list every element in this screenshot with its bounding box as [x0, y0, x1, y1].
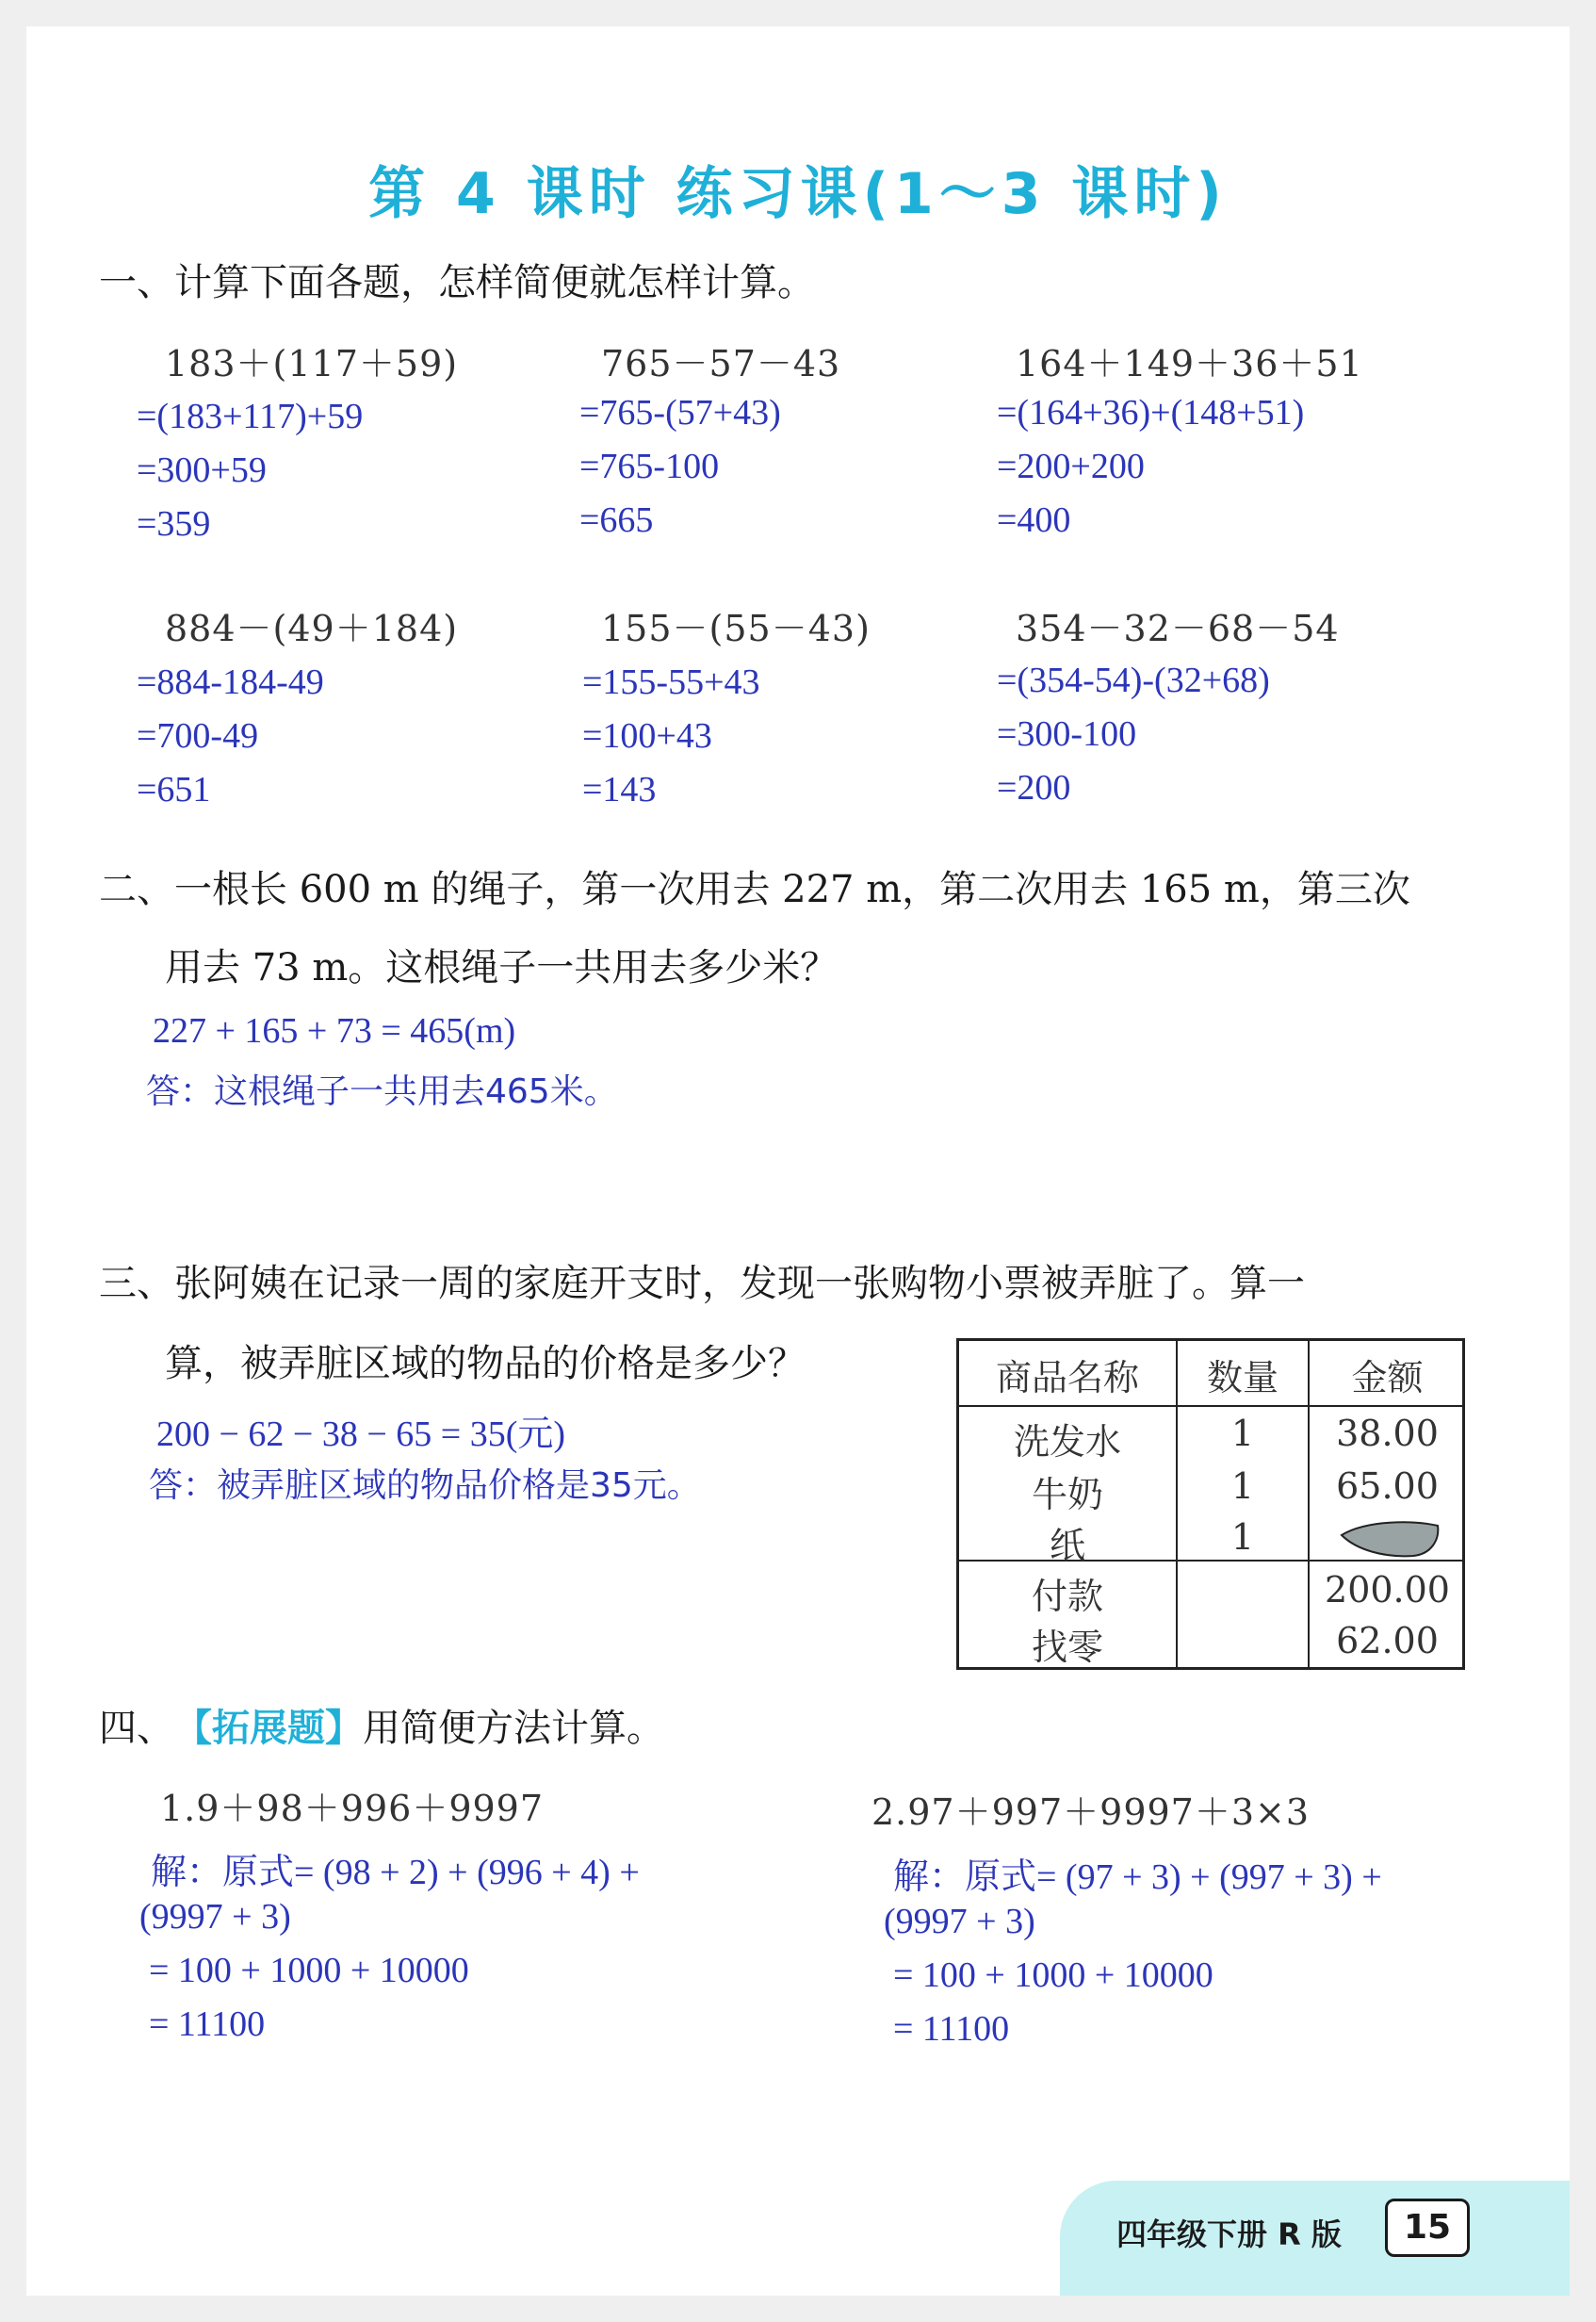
problem-expr: 354－32－68－54 [1016, 608, 1340, 649]
answer-step: =359 [137, 504, 211, 544]
problem-expr: 765－57－43 [601, 343, 841, 384]
section2-answer: 答：这根绳子一共用去465米。 [146, 1072, 618, 1111]
problem-expr: 164＋149＋36＋51 [1016, 343, 1363, 384]
answer-step: =300+59 [137, 450, 267, 490]
receipt-header: 数量 [1206, 1357, 1278, 1398]
receipt-item-name: 洗发水 [1013, 1421, 1121, 1463]
solution-line: (9997 + 3) [884, 1902, 1035, 1941]
answer-step: =200 [997, 768, 1071, 808]
receipt-item-amount: 65.00 [1336, 1465, 1439, 1507]
section2-question-line2: 用去 73 m。这根绳子一共用去多少米？ [165, 946, 839, 989]
page-title: 第 4 课时 练习课(1～3 课时) [368, 161, 1228, 227]
receipt-change-label: 找零 [1031, 1627, 1103, 1668]
answer-step: =665 [579, 500, 654, 540]
answer-step: =(164+36)+(148+51) [997, 393, 1305, 433]
stain-icon [1338, 1518, 1441, 1558]
receipt-pay-amount: 200.00 [1325, 1569, 1450, 1611]
problem-expr: 2.97＋997＋9997＋3×3 [871, 1791, 1311, 1833]
answer-step: =155-55+43 [582, 662, 760, 702]
problem-expr: 155－(55－43) [601, 608, 871, 649]
problem-expr: 183＋(117＋59) [165, 343, 459, 384]
problem-expr: 884－(49＋184) [165, 608, 459, 649]
extension-tag: 【拓展题】 [174, 1707, 363, 1750]
section1-heading: 一、计算下面各题，怎样简便就怎样计算。 [99, 261, 815, 304]
answer-step: =200+200 [997, 447, 1145, 486]
answer-step: =(354-54)-(32+68) [997, 661, 1270, 700]
section3-answer: 答：被弄脏区域的物品价格是35元。 [149, 1466, 701, 1505]
receipt-header: 商品名称 [995, 1357, 1139, 1398]
solution-line: = 100 + 1000 + 10000 [149, 1951, 469, 1990]
receipt-item-qty: 1 [1230, 1413, 1255, 1454]
answer-step: =300-100 [997, 714, 1137, 754]
solution-line: (9997 + 3) [139, 1897, 291, 1937]
section4-heading [99, 1698, 664, 1752]
answer-step: =651 [137, 770, 211, 809]
page-number: 15 [1385, 2199, 1470, 2257]
receipt-divider [959, 1405, 1462, 1407]
answer-step: =765-100 [579, 447, 720, 486]
answer-step: =100+43 [582, 716, 712, 756]
answer-step: =765-(57+43) [579, 393, 781, 433]
receipt-item-qty: 1 [1230, 1465, 1255, 1507]
solution-line: 解：原式= (97 + 3) + (997 + 3) + [893, 1857, 1382, 1897]
receipt-item-name: 牛奶 [1031, 1474, 1103, 1515]
shopping-receipt-table [956, 1338, 1465, 1670]
answer-step: =143 [582, 770, 657, 809]
answer-step: =400 [997, 500, 1071, 540]
answer-step: =(183+117)+59 [137, 397, 364, 436]
receipt-item-name: 纸 [1049, 1525, 1085, 1566]
solution-line: = 11100 [149, 2004, 266, 2044]
section4-prefix: 四、 [99, 1707, 174, 1750]
section3-calculation: 200 − 62 − 38 − 65 = 35(元) [156, 1414, 566, 1454]
section2-calculation: 227 + 165 + 73 = 465(m) [153, 1011, 516, 1051]
answer-step: =700-49 [137, 716, 259, 756]
receipt-header: 金额 [1351, 1357, 1424, 1398]
solution-line: 解：原式= (98 + 2) + (996 + 4) + [151, 1853, 640, 1892]
receipt-change-amount: 62.00 [1336, 1620, 1439, 1661]
solution-line: = 11100 [893, 2009, 1010, 2049]
grade-label: 四年级下册 R 版 [1116, 2216, 1342, 2252]
section3-question-line2: 算，被弄脏区域的物品的价格是多少？ [165, 1342, 806, 1385]
section4-heading-text: 用简便方法计算。 [363, 1707, 664, 1750]
section3-question-line1: 三、张阿姨在记录一周的家庭开支时，发现一张购物小票被弄脏了。算一 [99, 1262, 1305, 1305]
receipt-item-qty: 1 [1230, 1516, 1255, 1558]
section2-question-line1: 二、一根长 600 m 的绳子，第一次用去 227 m，第二次用去 165 m，第三次 [99, 868, 1410, 911]
solution-line: = 100 + 1000 + 10000 [893, 1955, 1213, 1995]
problem-expr: 1.9＋98＋996＋9997 [160, 1788, 545, 1829]
receipt-item-amount: 38.00 [1336, 1413, 1439, 1454]
answer-step: =884-184-49 [137, 662, 324, 702]
receipt-pay-label: 付款 [1031, 1576, 1103, 1617]
